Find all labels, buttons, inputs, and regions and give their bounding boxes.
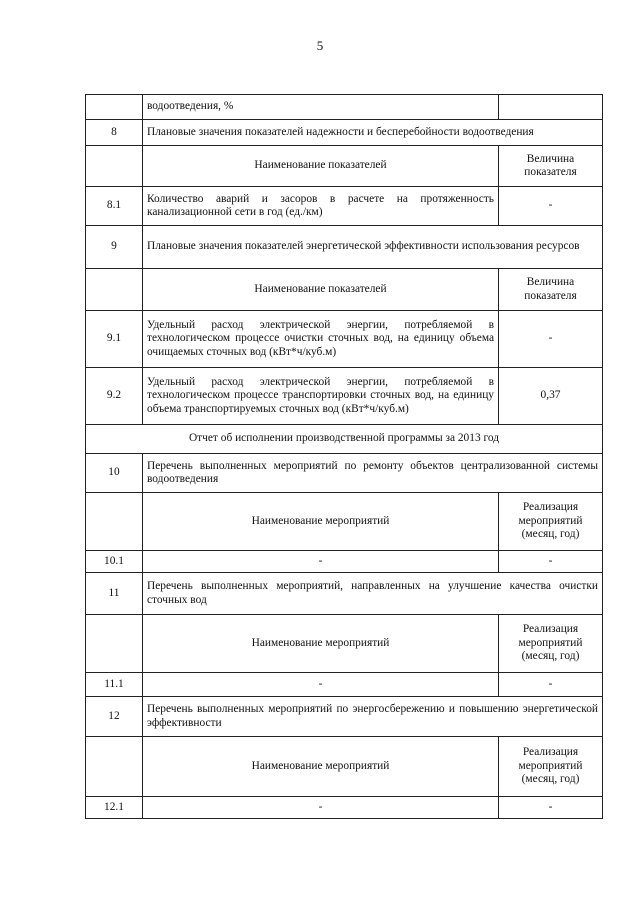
row-number: 12.1	[86, 797, 143, 819]
row-value: -	[499, 187, 603, 226]
row-number	[86, 269, 143, 311]
row-number	[86, 737, 143, 797]
section-title: Перечень выполненных мероприятий по ремонту объектов централизованной системы водоотведения	[143, 454, 603, 493]
section-title: Перечень выполненных мероприятий, направленных на улучшение качества очистки сточных вод	[143, 573, 603, 615]
row-text: -	[143, 551, 499, 573]
row-number	[86, 493, 143, 551]
column-header-name: Наименование мероприятий	[143, 615, 499, 673]
section-number: 8	[86, 120, 143, 146]
table-row	[86, 551, 603, 573]
row-number: 10.1	[86, 551, 143, 573]
row-text: водоотведения, %	[143, 95, 499, 120]
report-heading-row	[86, 425, 603, 454]
row-value: 0,37	[499, 368, 603, 425]
header-row	[86, 615, 603, 673]
row-text: Количество аварий и засоров в расчете на протяженность канализационной сети в год (ед./км)	[143, 187, 499, 226]
section-title: Плановые значения показателей надежности и бесперебойности водоотведения	[143, 120, 603, 146]
section-number: 10	[86, 454, 143, 493]
report-heading: Отчет об исполнении производственной программы за 2013 год	[86, 425, 603, 454]
column-header-value: Реализация мероприятий (месяц, год)	[499, 737, 603, 797]
row-number: 8.1	[86, 187, 143, 226]
row-value: -	[499, 551, 603, 573]
section-row	[86, 120, 603, 146]
section-number: 12	[86, 697, 143, 737]
row-value: -	[499, 797, 603, 819]
section-title: Перечень выполненных мероприятий по энергосбережению и повышению энергетической эффективности	[143, 697, 603, 737]
column-header-value: Величина показателя	[499, 269, 603, 311]
table-row	[86, 187, 603, 226]
column-header-value: Реализация мероприятий (месяц, год)	[499, 615, 603, 673]
column-header-name: Наименование показателей	[143, 146, 499, 187]
row-text: Удельный расход электрической энергии, потребляемой в технологическом процессе транспортировки сточных вод, на единицу объема транспортируемых сточных вод (кВт*ч/куб.м)	[143, 368, 499, 425]
column-header-value: Величина показателя	[499, 146, 603, 187]
table-row	[86, 95, 603, 120]
row-number	[86, 615, 143, 673]
header-row	[86, 737, 603, 797]
row-number	[86, 95, 143, 120]
header-row	[86, 146, 603, 187]
section-row	[86, 454, 603, 493]
row-text: -	[143, 797, 499, 819]
row-text: Удельный расход электрической энергии, потребляемой в технологическом процессе очистки сточных вод, на единицу объема очищаемых сточных вод (кВт*ч/куб.м)	[143, 311, 499, 368]
row-text: -	[143, 673, 499, 697]
row-value	[499, 95, 603, 120]
column-header-name: Наименование мероприятий	[143, 493, 499, 551]
table-row	[86, 311, 603, 368]
page-number: 5	[316, 38, 324, 53]
section-number: 11	[86, 573, 143, 615]
table-row	[86, 673, 603, 697]
row-value: -	[499, 311, 603, 368]
column-header-value: Реализация мероприятий (месяц, год)	[499, 493, 603, 551]
row-number: 11.1	[86, 673, 143, 697]
table-row	[86, 797, 603, 819]
section-row	[86, 697, 603, 737]
table-row	[86, 368, 603, 425]
row-value: -	[499, 673, 603, 697]
column-header-name: Наименование показателей	[143, 269, 499, 311]
row-number	[86, 146, 143, 187]
row-number: 9.1	[86, 311, 143, 368]
header-row	[86, 269, 603, 311]
section-row	[86, 573, 603, 615]
column-header-name: Наименование мероприятий	[143, 737, 499, 797]
row-number: 9.2	[86, 368, 143, 425]
header-row	[86, 493, 603, 551]
indicators-table	[85, 94, 603, 819]
section-number: 9	[86, 226, 143, 269]
section-title: Плановые значения показателей энергетической эффективности использования ресурсов	[143, 226, 603, 269]
section-row	[86, 226, 603, 269]
